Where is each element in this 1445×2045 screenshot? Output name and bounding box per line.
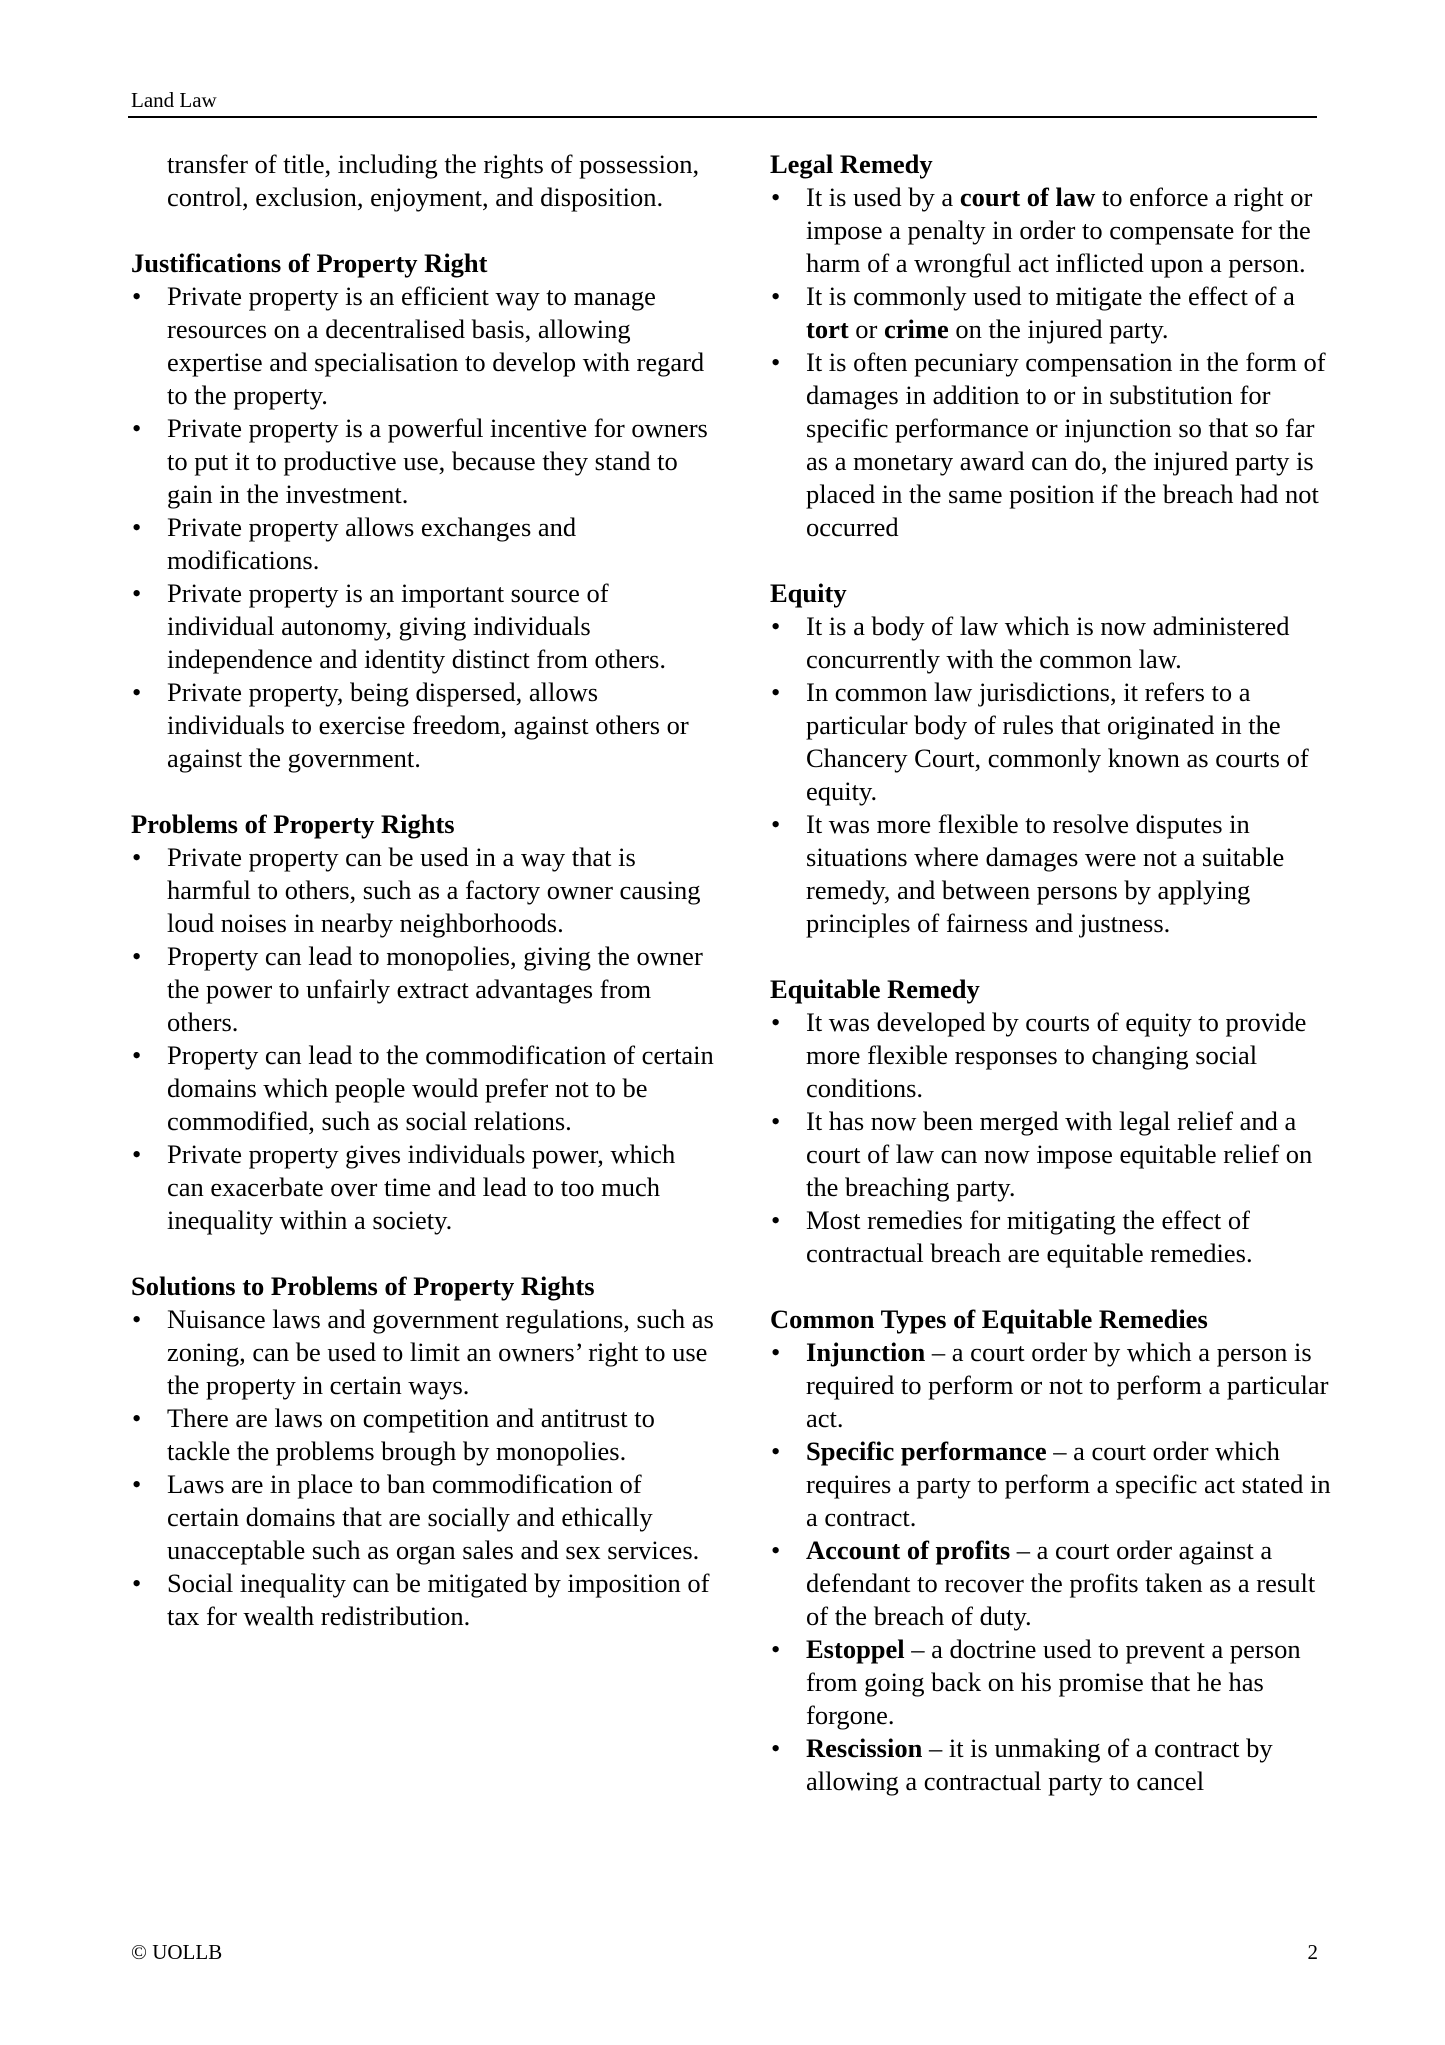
bullet-icon: • [132,1469,142,1499]
bullet-list [131,841,716,1237]
bullet-icon: • [771,677,781,707]
section-title: Equity [770,578,847,608]
list-item: • Private property is an efficient way to manage resources on a decentralised basis, allowing expertise and specialisation to develop with regard to the property. [132,281,705,410]
page-number: 2 [1307,1940,1318,1964]
list-item: • Private property gives individuals power, which can exacerbate over time and lead to too much inequality within a society. [132,1139,676,1235]
bullet-icon: • [132,1040,142,1070]
bullet-icon: • [132,578,142,608]
section-problems [131,808,716,1237]
bullet-icon: • [771,1535,781,1565]
section-title: Solutions to Problems of Property Rights [131,1271,595,1301]
list-item: • Social inequality can be mitigated by imposition of tax for wealth redistribution. [132,1568,710,1631]
list-item: • In common law jurisdictions, it refers to a particular body of rules that originated in the Chancery Court, commonly known as courts of equity. [771,677,1309,806]
bullet-icon: • [132,941,142,971]
section-legal-remedy [770,148,1340,544]
continuation-paragraph: transfer of title, including the rights of possession, control, exclusion, enjoyment, and disposition. [167,149,700,212]
list-item: • Specific performance – a court order which requires a party to perform a specific act stated in a contract. [771,1436,1331,1532]
list-item: • Nuisance laws and government regulations, such as zoning, can be used to limit an owners’ right to use the property in certain ways. [132,1304,714,1400]
list-item: • It is used by a court of law to enforce a right or impose a penalty in order to compensate for the harm of a wrongful act inflicted upon a person. [771,182,1313,278]
bullet-icon: • [771,1733,781,1763]
list-item: • Injunction – a court order by which a person is required to perform or not to perform a particular act. [771,1337,1329,1433]
bullet-icon: • [132,413,142,443]
list-item: • Estoppel – a doctrine used to prevent a person from going back on his promise that he has forgone. [771,1634,1301,1730]
bullet-icon: • [771,1436,781,1466]
list-item: • Private property is an important source of individual autonomy, giving individuals independence and identity distinct from others. [132,578,666,674]
emphasis-term: crime [884,314,949,344]
bullet-icon: • [132,842,142,872]
header-divider [128,116,1317,118]
emphasis-term: court of law [959,182,1096,212]
emphasis-term: tort [806,314,849,344]
list-item: • It was more flexible to resolve disputes in situations where damages were not a suitable remedy, and between persons by applying principles of fairness and justness. [771,809,1285,938]
bullet-icon: • [132,1403,142,1433]
bullet-icon: • [132,281,142,311]
section-justifications [131,247,716,775]
list-item: • Private property allows exchanges and modifications. [132,512,577,575]
defined-term: Injunction [806,1337,926,1367]
list-item: • It is commonly used to mitigate the effect of a tort or crime on the injured party. [771,281,1295,344]
right-column [770,148,1340,1831]
bullet-icon: • [132,1304,142,1334]
bullet-icon: • [132,1568,142,1598]
list-item: • Account of profits – a court order against a defendant to recover the profits taken as a result of the breach of duty. [771,1535,1316,1631]
defined-term: Rescission [806,1733,923,1763]
left-column [131,148,716,1666]
list-item: • Private property is a powerful incentive for owners to put it to productive use, because they stand to gain in the investment. [132,413,708,509]
footer-copyright: © UOLLB [131,1940,223,1964]
list-item: • Private property, being dispersed, allows individuals to exercise freedom, against others or against the government. [132,677,689,773]
defined-term: Account of profits [806,1535,1011,1565]
list-item: • Most remedies for mitigating the effect of contractual breach are equitable remedies. [771,1205,1253,1268]
bullet-icon: • [771,1106,781,1136]
bullet-icon: • [771,611,781,641]
bullet-icon: • [132,512,142,542]
section-title: Problems of Property Rights [131,809,455,839]
bullet-icon: • [771,1007,781,1037]
list-item: • It was developed by courts of equity to provide more flexible responses to changing social conditions. [771,1007,1307,1103]
list-item: • Property can lead to the commodification of certain domains which people would prefer not to be commodified, such as social relations. [132,1040,714,1136]
bullet-icon: • [132,677,142,707]
running-header-title: Land Law [131,88,217,112]
defined-term: Estoppel [806,1634,905,1664]
section-equitable-remedy [770,973,1340,1270]
list-item: • It is often pecuniary compensation in the form of damages in addition to or in substitution for specific performance or injunction so that so far as a monetary award can do, the injured party is placed in the same position if the breach had not occurred [771,347,1326,542]
bullet-icon: • [771,347,781,377]
section-title: Legal Remedy [770,149,933,179]
list-item: • Rescission – it is unmaking of a contract by allowing a contractual party to cancel [771,1733,1273,1796]
section-solutions [131,1270,716,1633]
bullet-list [770,1336,1340,1798]
section-equity [770,577,1340,940]
bullet-icon: • [771,1337,781,1367]
bullet-list [770,1006,1340,1270]
section-title: Justifications of Property Right [131,248,488,278]
bullet-list [770,610,1340,940]
bullet-list [770,181,1340,544]
section-title: Equitable Remedy [770,974,980,1004]
list-item: • It is a body of law which is now administered concurrently with the common law. [771,611,1290,674]
section-title: Common Types of Equitable Remedies [770,1304,1208,1334]
list-item: • There are laws on competition and antitrust to tackle the problems brough by monopolies. [132,1403,655,1466]
bullet-list [131,280,716,775]
list-item: • Private property can be used in a way that is harmful to others, such as a factory owner causing loud noises in nearby neighborhoods. [132,842,701,938]
bullet-icon: • [771,809,781,839]
defined-term: Specific performance [806,1436,1047,1466]
bullet-icon: • [771,1634,781,1664]
list-item: • Property can lead to monopolies, giving the owner the power to unfairly extract advantages from others. [132,941,703,1037]
section-common-equitable-remedies [770,1303,1340,1798]
bullet-icon: • [771,1205,781,1235]
bullet-icon: • [771,281,781,311]
list-item: • Laws are in place to ban commodification of certain domains that are socially and ethically unacceptable such as organ sales and sex services. [132,1469,700,1565]
list-item: • It has now been merged with legal relief and a court of law can now impose equitable relief on the breaching party. [771,1106,1313,1202]
bullet-icon: • [771,182,781,212]
bullet-list [131,1303,716,1633]
bullet-icon: • [132,1139,142,1169]
